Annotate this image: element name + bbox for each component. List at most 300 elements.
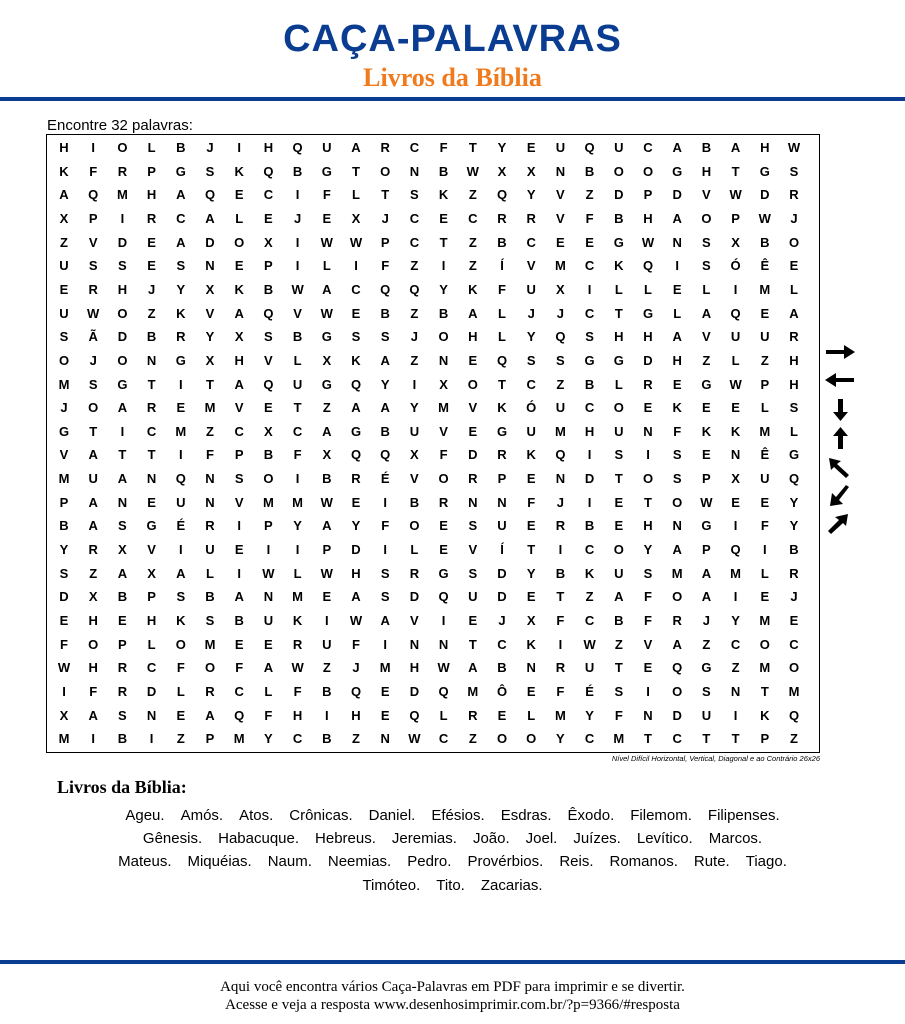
page-title: CAÇA-PALAVRAS xyxy=(283,18,622,60)
grid-letter: S xyxy=(59,565,69,581)
grid-letter: P xyxy=(643,187,653,203)
arrow-down-left-icon xyxy=(822,484,858,508)
grid-letter: R xyxy=(351,471,361,487)
grid-letter: J xyxy=(89,352,97,368)
grid-letter: B xyxy=(146,329,157,345)
grid-letter: I xyxy=(178,376,183,392)
grid-letter: L xyxy=(614,376,623,392)
word-list-item: Filemom. xyxy=(630,807,692,824)
grid-letter: A xyxy=(672,329,682,345)
grid-letter: L xyxy=(352,187,360,203)
word-list-heading: Livros da Bíblia: xyxy=(57,777,187,797)
grid-letter: B xyxy=(292,163,303,179)
grid-letter: T xyxy=(556,589,565,605)
grid-letter: Z xyxy=(322,660,331,676)
grid-letter: D xyxy=(205,234,215,250)
grid-letter: X xyxy=(88,589,98,605)
word-list-line xyxy=(40,829,865,849)
grid-letter: E xyxy=(234,636,244,652)
grid-letter: H xyxy=(146,187,157,203)
grid-letter: V xyxy=(205,305,215,321)
word-list-item: Rute. xyxy=(693,853,730,870)
grid-letter: A xyxy=(88,447,98,463)
grid-letter: Y xyxy=(526,565,536,581)
grid-letter: Y xyxy=(556,731,565,747)
grid-letter: A xyxy=(468,305,478,321)
grid-letter: E xyxy=(731,494,740,510)
grid-letter: V xyxy=(410,471,419,487)
grid-letter: S xyxy=(672,447,682,463)
grid-letter: T xyxy=(206,376,214,392)
grid-letter: V xyxy=(293,305,302,321)
grid-letter: Q xyxy=(642,258,654,274)
grid-letter: O xyxy=(613,163,624,179)
grid-letter: M xyxy=(759,660,771,676)
grid-letter: Z xyxy=(176,731,185,747)
grid-letter: E xyxy=(526,589,536,605)
arrow-up-icon xyxy=(822,426,858,450)
grid-letter: G xyxy=(642,305,654,321)
grid-letter: G xyxy=(117,376,128,392)
grid-letter: Z xyxy=(322,400,331,416)
grid-letter: Y xyxy=(293,518,302,534)
grid-letter: N xyxy=(730,447,741,463)
grid-letter: M xyxy=(233,731,245,747)
grid-letter: O xyxy=(672,683,683,699)
grid-letter: I xyxy=(237,140,241,155)
grid-letter: W xyxy=(320,305,333,321)
word-list-item: Marcos. xyxy=(708,830,763,847)
grid-letter: W xyxy=(291,281,304,297)
grid-letter: S xyxy=(351,329,361,345)
grid-letter: U xyxy=(614,565,624,581)
grid-letter: E xyxy=(264,400,273,416)
grid-letter: R xyxy=(468,707,478,723)
grid-letter: L xyxy=(176,683,185,699)
grid-letter: A xyxy=(701,589,712,605)
grid-letter: N xyxy=(643,707,653,723)
grid-letter: O xyxy=(613,400,624,416)
grid-letter: B xyxy=(59,518,69,534)
grid-letter: X xyxy=(410,447,419,463)
grid-letter: I xyxy=(266,542,271,558)
grid-letter: R xyxy=(497,210,507,226)
grid-letter: L xyxy=(790,423,798,439)
grid-letter: I xyxy=(178,447,183,463)
grid-letter: A xyxy=(176,565,186,581)
grid-letter: C xyxy=(176,210,186,226)
grid-letter: A xyxy=(234,305,244,321)
grid-letter: T xyxy=(381,187,390,203)
grid-letter: W xyxy=(729,376,742,392)
grid-letter: H xyxy=(263,140,274,155)
grid-letter: G xyxy=(584,352,595,368)
letter-grid xyxy=(46,134,820,753)
grid-letter: V xyxy=(264,352,273,368)
grid-letter: E xyxy=(760,305,770,321)
grid-letter: O xyxy=(788,660,800,676)
grid-letter: Y xyxy=(585,707,594,723)
grid-letter: E xyxy=(643,400,653,416)
grid-letter: K xyxy=(584,565,595,581)
grid-letter: R xyxy=(555,660,566,676)
grid-letter: A xyxy=(701,305,712,321)
grid-letter: I xyxy=(324,707,329,723)
grid-letter: C xyxy=(468,210,478,226)
grid-letter: N xyxy=(497,494,507,510)
grid-letter: A xyxy=(117,565,128,581)
grid-letter: W xyxy=(349,613,363,628)
grid-letter: P xyxy=(264,258,273,274)
grid-letter: O xyxy=(175,636,186,652)
grid-letter: I xyxy=(383,542,387,558)
arrow-down-icon xyxy=(822,398,858,422)
grid-letter: U xyxy=(730,329,741,345)
grid-letter: M xyxy=(788,683,800,699)
grid-letter: S xyxy=(526,352,536,368)
grid-letter: K xyxy=(234,281,244,297)
grid-letter: M xyxy=(204,636,216,652)
grid-letter: N xyxy=(205,471,215,487)
grid-letter: F xyxy=(206,447,214,463)
grid-letter: T xyxy=(118,447,127,463)
grid-letter: A xyxy=(614,589,624,605)
word-list-item: João. xyxy=(472,830,510,847)
grid-letter: F xyxy=(644,589,652,605)
grid-letter: K xyxy=(672,400,682,416)
grid-letter: Z xyxy=(468,731,477,747)
grid-letter: E xyxy=(702,447,711,463)
grid-letter: U xyxy=(263,613,274,628)
bottom-divider xyxy=(0,960,905,964)
grid-letter: H xyxy=(614,329,624,345)
grid-letter: L xyxy=(498,329,506,345)
grid-letter: S xyxy=(614,683,624,699)
grid-letter: E xyxy=(672,281,682,297)
grid-letter: S xyxy=(118,518,127,534)
grid-letter: Z xyxy=(410,352,419,368)
grid-letter: I xyxy=(295,234,300,250)
grid-letter: A xyxy=(701,565,712,581)
grid-letter: K xyxy=(760,707,770,723)
grid-letter: Í xyxy=(500,258,504,274)
grid-letter: Z xyxy=(468,234,477,250)
grid-letter: H xyxy=(672,352,682,368)
grid-letter: B xyxy=(263,447,274,463)
grid-letter: L xyxy=(206,565,214,581)
grid-letter: R xyxy=(526,210,536,226)
grid-letter: F xyxy=(439,140,448,155)
grid-letter: M xyxy=(671,565,683,581)
grid-letter: X xyxy=(234,329,244,345)
grid-letter: C xyxy=(409,210,420,226)
word-list-item: Provérbios. xyxy=(467,853,544,870)
grid-letter: F xyxy=(322,187,331,203)
grid-letter: T xyxy=(147,376,156,392)
grid-letter: W xyxy=(641,234,655,250)
grid-letter: V xyxy=(702,329,711,345)
grid-letter: U xyxy=(322,636,332,652)
grid-letter: G xyxy=(759,163,770,179)
grid-letter: I xyxy=(237,565,241,581)
grid-letter: J xyxy=(352,660,360,676)
grid-letter: N xyxy=(146,471,157,487)
grid-letter: W xyxy=(583,636,596,652)
grid-letter: D xyxy=(117,234,128,250)
grid-letter: N xyxy=(146,707,157,723)
grid-letter: U xyxy=(409,423,420,439)
grid-letter: R xyxy=(88,542,98,558)
grid-letter: I xyxy=(149,731,154,747)
grid-letter: B xyxy=(497,234,507,250)
grid-letter: Z xyxy=(760,352,769,368)
grid-letter: I xyxy=(733,589,738,605)
grid-letter: Q xyxy=(496,187,508,203)
grid-letter: D xyxy=(468,447,478,463)
grid-letter: B xyxy=(438,163,449,179)
grid-letter: T xyxy=(468,140,477,155)
grid-letter: C xyxy=(526,234,536,250)
grid-letter: E xyxy=(234,187,244,203)
grid-letter: C xyxy=(292,731,303,747)
word-list-item: Joel. xyxy=(525,830,558,847)
grid-letter: I xyxy=(733,281,738,297)
grid-letter: M xyxy=(58,731,70,747)
grid-letter: S xyxy=(585,329,594,345)
grid-letter: U xyxy=(526,281,536,297)
grid-letter: K xyxy=(59,163,69,179)
footer-line-1: Aqui você encontra vários Caça-Palavras em PDF para imprimir e se divertir. xyxy=(220,979,685,995)
grid-letter: R xyxy=(176,329,186,345)
grid-letter: Y xyxy=(526,329,536,345)
grid-letter: P xyxy=(380,234,390,250)
grid-letter: P xyxy=(118,636,127,652)
grid-letter: I xyxy=(762,542,767,558)
grid-letter: F xyxy=(527,494,536,510)
grid-letter: D xyxy=(409,683,420,699)
grid-letter: V xyxy=(59,447,69,463)
grid-letter: B xyxy=(584,518,595,534)
grid-letter: B xyxy=(614,613,624,628)
grid-letter: B xyxy=(263,281,274,297)
grid-letter: L xyxy=(410,542,419,558)
grid-letter: F xyxy=(176,660,185,676)
grid-letter: U xyxy=(555,400,566,416)
grid-letter: K xyxy=(292,613,303,628)
grid-letter: L xyxy=(527,707,536,723)
grid-letter: U xyxy=(497,518,507,534)
grid-letter: R xyxy=(468,471,478,487)
word-list-item: Ageu. xyxy=(125,807,165,824)
grid-letter: I xyxy=(733,518,738,534)
direction-arrows xyxy=(822,340,862,540)
grid-letter: E xyxy=(322,589,332,605)
grid-letter: S xyxy=(205,613,215,628)
grid-letter: F xyxy=(293,683,302,699)
grid-letter: N xyxy=(438,636,449,652)
grid-letter: W xyxy=(320,494,333,510)
grid-letter: A xyxy=(672,140,682,155)
grid-letter: D xyxy=(584,471,595,487)
grid-letter: U xyxy=(526,423,536,439)
grid-letter: O xyxy=(380,163,391,179)
grid-letter: A xyxy=(88,518,98,534)
grid-letter: P xyxy=(59,494,69,510)
grid-letter: Q xyxy=(409,281,420,297)
grid-letter: V xyxy=(439,423,448,439)
grid-letter: H xyxy=(760,140,770,155)
grid-letter: G xyxy=(146,518,157,534)
grid-letter: Z xyxy=(731,660,740,676)
grid-letter: Q xyxy=(263,305,274,321)
grid-letter: A xyxy=(380,352,390,368)
grid-letter: R xyxy=(789,565,799,581)
grid-letter: R xyxy=(205,518,215,534)
grid-letter: Q xyxy=(672,660,683,676)
grid-letter: T xyxy=(731,731,740,747)
grid-letter: U xyxy=(176,494,186,510)
grid-letter: H xyxy=(643,329,653,345)
grid-letter: Ó xyxy=(730,258,741,274)
grid-letter: E xyxy=(614,518,624,534)
grid-letter: C xyxy=(497,636,507,652)
grid-letter: G xyxy=(438,565,449,581)
grid-letter: X xyxy=(205,352,215,368)
grid-letter: F xyxy=(60,636,68,652)
word-list-item: Mateus. xyxy=(118,853,172,870)
grid-letter: E xyxy=(643,660,653,676)
grid-letter: I xyxy=(587,281,592,297)
grid-letter: J xyxy=(702,613,710,628)
grid-letter: C xyxy=(351,281,361,297)
grid-letter: I xyxy=(91,140,95,155)
grid-letter: Q xyxy=(350,376,362,392)
grid-letter: X xyxy=(264,423,273,439)
grid-letter: L xyxy=(760,400,769,416)
grid-letter: V xyxy=(147,542,156,558)
grid-letter: P xyxy=(760,731,770,747)
grid-letter: W xyxy=(262,565,275,581)
grid-letter: W xyxy=(320,565,333,581)
grid-letter: A xyxy=(322,281,332,297)
grid-letter: Q xyxy=(263,376,274,392)
grid-letter: S xyxy=(789,400,799,416)
grid-letter: V xyxy=(702,187,711,203)
grid-letter: I xyxy=(178,542,183,558)
grid-letter: E xyxy=(439,542,448,558)
grid-letter: O xyxy=(613,542,624,558)
grid-letter: T xyxy=(498,376,506,392)
grid-letter: K xyxy=(176,613,186,628)
grid-letter: F xyxy=(89,683,98,699)
grid-letter: S xyxy=(88,258,98,274)
grid-letter: E xyxy=(176,707,186,723)
grid-letter: A xyxy=(380,613,390,628)
grid-letter: G xyxy=(701,660,712,676)
grid-letter: I xyxy=(237,518,241,534)
grid-letter: N xyxy=(146,352,157,368)
grid-letter: N xyxy=(380,731,390,747)
grid-letter: Q xyxy=(204,187,216,203)
grid-letter: S xyxy=(264,329,273,345)
grid-letter: R xyxy=(497,447,507,463)
grid-letter: L xyxy=(760,565,769,581)
word-list-item: Crônicas. xyxy=(289,807,353,824)
grid-letter: R xyxy=(789,187,799,203)
grid-letter: É xyxy=(585,683,594,699)
grid-letter: A xyxy=(351,589,361,605)
grid-letter: I xyxy=(441,258,446,274)
grid-letter: S xyxy=(176,589,186,605)
grid-letter: N xyxy=(117,494,128,510)
word-list-item: Pedro. xyxy=(407,853,452,870)
grid-letter: Í xyxy=(500,542,504,558)
grid-letter: N xyxy=(263,589,274,605)
grid-letter: S xyxy=(176,258,186,274)
grid-letter: S xyxy=(556,352,565,368)
word-list-item: Gênesis. xyxy=(142,830,203,847)
grid-letter: D xyxy=(614,187,624,203)
grid-letter: S xyxy=(234,471,244,487)
grid-letter: H xyxy=(117,281,128,297)
grid-letter: M xyxy=(730,565,742,581)
grid-letter: O xyxy=(117,140,128,155)
grid-letter: S xyxy=(614,447,624,463)
grid-letter: G xyxy=(321,163,332,179)
grid-letter: Z xyxy=(206,423,214,439)
grid-letter: X xyxy=(731,234,740,250)
grid-letter: U xyxy=(292,376,303,392)
grid-letter: Z xyxy=(410,258,419,274)
grid-letter: G xyxy=(613,234,624,250)
grid-letter: P xyxy=(205,731,215,747)
word-list-item: Jeremias. xyxy=(391,830,457,847)
grid-letter: E xyxy=(380,707,390,723)
word-list-item: Efésios. xyxy=(431,807,485,824)
grid-letter: E xyxy=(264,636,273,652)
grid-letter: Z xyxy=(468,187,477,203)
grid-letter: J xyxy=(790,589,798,605)
grid-letter: Q xyxy=(350,447,362,463)
grid-letter: A xyxy=(322,518,332,534)
grid-letter: B xyxy=(322,683,332,699)
grid-letter: A xyxy=(176,187,186,203)
page-subtitle: Livros da Bíblia xyxy=(363,63,542,92)
grid-letter: Y xyxy=(59,542,69,558)
grid-letter: Z xyxy=(614,636,623,652)
grid-letter: S xyxy=(380,589,390,605)
grid-letter: B xyxy=(438,305,449,321)
grid-letter: K xyxy=(438,187,449,203)
grid-letter: Q xyxy=(88,187,99,203)
grid-letter: I xyxy=(558,636,563,652)
grid-letter: A xyxy=(88,494,98,510)
word-list-item: Êxodo. xyxy=(567,807,615,824)
grid-letter: S xyxy=(59,329,69,345)
grid-letter: C xyxy=(409,234,420,250)
grid-letter: E xyxy=(760,494,770,510)
grid-letter: U xyxy=(760,471,770,487)
grid-letter: N xyxy=(409,636,420,652)
grid-letter: E xyxy=(439,210,448,226)
grid-letter: T xyxy=(644,494,652,510)
grid-letter: B xyxy=(555,565,566,581)
grid-letter: Q xyxy=(175,471,186,487)
grid-letter: I xyxy=(295,258,300,274)
grid-letter: B xyxy=(322,471,332,487)
grid-letter: F xyxy=(585,210,594,226)
grid-letter: Ó xyxy=(526,400,537,416)
